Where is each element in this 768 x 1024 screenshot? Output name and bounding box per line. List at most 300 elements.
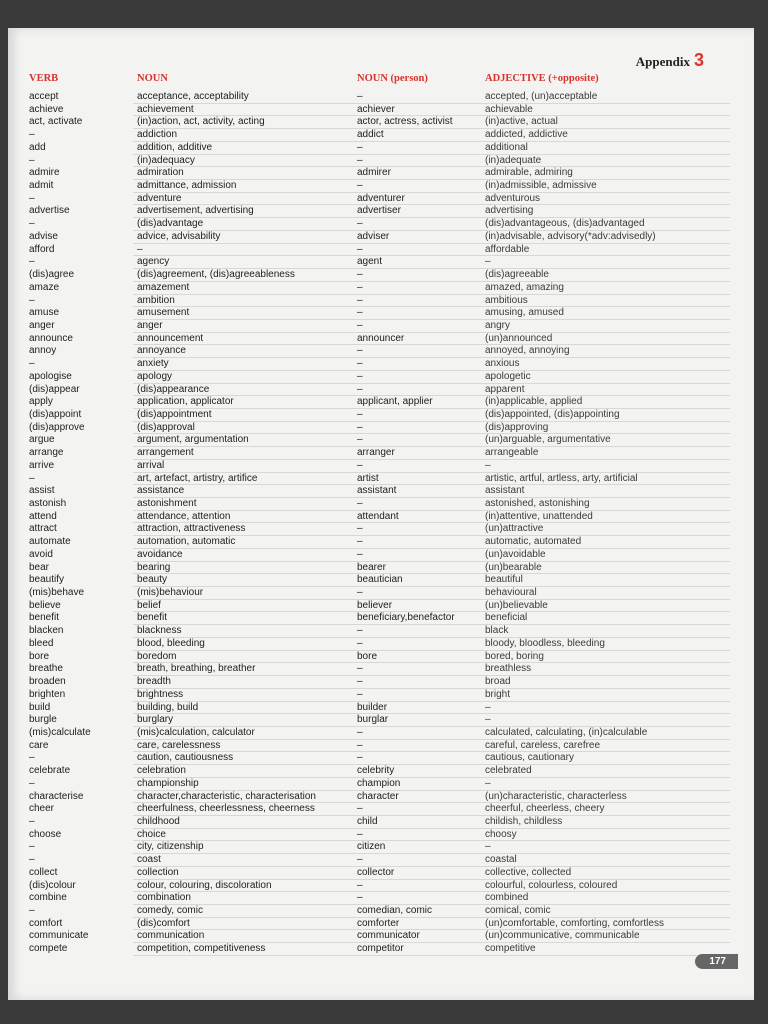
table-row xyxy=(8,371,754,384)
verb-cell: attend xyxy=(29,510,57,522)
adjective-cell: anxious xyxy=(485,358,520,370)
adjective-cell: angry xyxy=(485,319,511,331)
adjective-cell: advertising xyxy=(485,205,534,217)
table-row xyxy=(8,880,754,893)
noun-person-cell: – xyxy=(357,854,363,866)
noun-person-cell: announcer xyxy=(357,332,405,344)
verb-cell: brighten xyxy=(29,688,66,700)
verb-cell: (mis)behave xyxy=(29,587,85,599)
table-row xyxy=(8,867,754,880)
adjective-cell: – xyxy=(485,841,491,853)
adjective-cell: broad xyxy=(485,676,511,688)
adjective-cell: accepted, (un)acceptable xyxy=(485,91,598,102)
verb-cell: cheer xyxy=(29,803,55,815)
noun-person-cell: – xyxy=(357,243,363,255)
noun-person-cell: applicant, applier xyxy=(357,396,433,408)
verb-cell: (dis)agree xyxy=(29,269,75,281)
adjective-cell: – xyxy=(485,459,491,471)
adjective-cell: ambitious xyxy=(485,294,528,306)
noun-cell: communication xyxy=(137,930,205,942)
noun-cell: benefit xyxy=(137,612,168,624)
adjective-cell: coastal xyxy=(485,854,517,866)
noun-cell: annoyance xyxy=(137,345,186,357)
adjective-cell: childish, childless xyxy=(485,815,563,827)
noun-cell: addition, additive xyxy=(137,141,213,153)
verb-cell: (dis)appoint xyxy=(29,408,82,420)
noun-person-cell: – xyxy=(357,676,363,688)
column-headers xyxy=(8,73,754,87)
verb-cell: argue xyxy=(29,434,55,446)
verb-cell: – xyxy=(29,777,35,789)
table-row xyxy=(8,167,754,180)
verb-cell: admit xyxy=(29,180,54,192)
noun-person-cell: – xyxy=(357,141,363,153)
table-row xyxy=(8,218,754,231)
noun-person-cell: – xyxy=(357,383,363,395)
table-row xyxy=(8,129,754,142)
table-row xyxy=(8,473,754,486)
noun-cell: art, artefact, artistry, artifice xyxy=(137,472,258,484)
noun-cell: blood, bleeding xyxy=(137,637,205,649)
noun-cell: (in)adequacy xyxy=(137,154,195,166)
noun-cell: cheerfulness, cheerlessness, cheerness xyxy=(137,803,315,815)
noun-cell: attendance, attention xyxy=(137,510,231,522)
table-row xyxy=(8,727,754,740)
noun-cell: (dis)agreement, (dis)agreeableness xyxy=(137,269,295,281)
noun-cell: care, carelessness xyxy=(137,739,221,751)
adjective-cell: careful, careless, carefree xyxy=(485,739,601,751)
adjective-cell: automatic, automated xyxy=(485,536,582,548)
table-row xyxy=(8,180,754,193)
adjective-cell: (in)active, actual xyxy=(485,116,558,128)
adjective-cell: (un)comfortable, comforting, comfortless xyxy=(485,917,664,929)
noun-cell: belief xyxy=(137,599,161,611)
table-row xyxy=(8,269,754,282)
table-row xyxy=(8,574,754,587)
verb-cell: build xyxy=(29,701,51,713)
verb-cell: – xyxy=(29,358,35,370)
verb-cell: accept xyxy=(29,91,59,102)
noun-cell: (dis)appearance xyxy=(137,383,210,395)
adjective-cell: calculated, calculating, (in)calculable xyxy=(485,726,648,738)
verb-cell: advertise xyxy=(29,205,70,217)
table-row xyxy=(8,702,754,715)
noun-cell: automation, automatic xyxy=(137,536,236,548)
noun-person-cell: champion xyxy=(357,777,401,789)
noun-person-cell: child xyxy=(357,815,378,827)
table-row xyxy=(8,612,754,625)
adjective-cell: celebrated xyxy=(485,765,532,777)
table-row xyxy=(8,485,754,498)
noun-person-cell: – xyxy=(357,739,363,751)
noun-cell: announcement xyxy=(137,332,204,344)
appendix-title: Appendix xyxy=(635,54,690,69)
adjective-cell: – xyxy=(485,777,491,789)
verb-cell: apply xyxy=(29,396,53,408)
table-row xyxy=(8,307,754,320)
noun-person-cell: – xyxy=(357,803,363,815)
noun-person-cell: – xyxy=(357,154,363,166)
noun-cell: coast xyxy=(137,854,161,866)
table-row xyxy=(8,943,754,956)
noun-cell: achievement xyxy=(137,103,194,115)
verb-cell: – xyxy=(29,154,35,166)
noun-cell: attraction, attractiveness xyxy=(137,523,246,535)
noun-person-cell: – xyxy=(357,752,363,764)
noun-cell: combination xyxy=(137,892,191,904)
table-row xyxy=(8,511,754,524)
verb-cell: amuse xyxy=(29,307,60,319)
table-row xyxy=(8,841,754,854)
verb-cell: bore xyxy=(29,650,50,662)
noun-cell: boredom xyxy=(137,650,177,662)
adjective-cell: black xyxy=(485,625,509,637)
table-row xyxy=(8,549,754,562)
verb-cell: characterise xyxy=(29,790,84,802)
noun-cell: championship xyxy=(137,777,199,789)
adjective-cell: amazed, amazing xyxy=(485,281,564,293)
table-row xyxy=(8,345,754,358)
verb-cell: (mis)calculate xyxy=(29,726,91,738)
noun-cell: bearing xyxy=(137,561,171,573)
noun-person-cell: – xyxy=(357,307,363,319)
adjective-cell: (dis)appointed, (dis)appointing xyxy=(485,408,620,420)
noun-person-cell: comforter xyxy=(357,917,400,929)
noun-cell: arrival xyxy=(137,459,165,471)
verb-cell: advise xyxy=(29,230,58,242)
verb-cell: – xyxy=(29,854,35,866)
table-row xyxy=(8,625,754,638)
verb-cell: – xyxy=(29,472,35,484)
noun-person-cell: – xyxy=(357,726,363,738)
table-row xyxy=(8,295,754,308)
verb-cell: burgle xyxy=(29,714,57,726)
noun-cell: avoidance xyxy=(137,548,183,560)
noun-person-column-header: NOUN (person) xyxy=(357,73,428,84)
adjective-cell: collective, collected xyxy=(485,866,572,878)
noun-person-cell: – xyxy=(357,319,363,331)
noun-person-cell: beneficiary,benefactor xyxy=(357,612,455,624)
noun-cell: argument, argumentation xyxy=(137,434,249,446)
noun-cell: choice xyxy=(137,828,166,840)
adjective-cell: achievable xyxy=(485,103,533,115)
noun-cell: competition, competitiveness xyxy=(137,943,266,955)
noun-person-cell: – xyxy=(357,281,363,293)
adjective-cell: bright xyxy=(485,688,511,700)
noun-cell: character,characteristic, characterisation xyxy=(137,790,316,802)
noun-cell: celebration xyxy=(137,765,186,777)
verb-cell: achieve xyxy=(29,103,64,115)
verb-cell: – xyxy=(29,218,35,230)
verb-cell: – xyxy=(29,192,35,204)
table-row xyxy=(8,536,754,549)
table-row xyxy=(8,663,754,676)
noun-cell: childhood xyxy=(137,815,180,827)
table-row xyxy=(8,91,754,104)
table-row xyxy=(8,803,754,816)
noun-cell: agency xyxy=(137,256,170,268)
table-row xyxy=(8,816,754,829)
noun-cell: collection xyxy=(137,866,179,878)
table-row xyxy=(8,244,754,257)
table-row xyxy=(8,282,754,295)
table-row xyxy=(8,740,754,753)
adjective-cell: (un)bearable xyxy=(485,561,542,573)
noun-person-cell: communicator xyxy=(357,930,420,942)
verb-cell: benefit xyxy=(29,612,60,624)
noun-cell: breath, breathing, breather xyxy=(137,663,256,675)
adjective-cell: breathless xyxy=(485,663,532,675)
adjective-cell: – xyxy=(485,701,491,713)
verb-cell: breathe xyxy=(29,663,63,675)
adjective-cell: (in)adequate xyxy=(485,154,542,166)
noun-cell: assistance xyxy=(137,485,185,497)
adjective-cell: astonished, astonishing xyxy=(485,498,590,509)
verb-cell: broaden xyxy=(29,676,66,688)
table-row xyxy=(8,714,754,727)
table-row xyxy=(8,778,754,791)
noun-person-cell: – xyxy=(357,879,363,891)
noun-cell: acceptance, acceptability xyxy=(137,91,249,102)
adjective-cell: (un)characteristic, characterless xyxy=(485,790,627,802)
table-row xyxy=(8,205,754,218)
adjective-cell: competitive xyxy=(485,943,536,955)
verb-cell: – xyxy=(29,841,35,853)
table-row xyxy=(8,829,754,842)
adjective-cell: apologetic xyxy=(485,370,531,382)
adjective-cell: (dis)agreeable xyxy=(485,269,549,281)
noun-person-cell: bearer xyxy=(357,561,386,573)
noun-cell: (mis)behaviour xyxy=(137,587,204,599)
noun-cell: advertisement, advertising xyxy=(137,205,254,217)
table-row xyxy=(8,651,754,664)
noun-cell: comedy, comic xyxy=(137,905,203,916)
verb-cell: apologise xyxy=(29,370,72,382)
verb-cell: amaze xyxy=(29,281,60,293)
table-row xyxy=(8,752,754,765)
adjective-cell: (un)announced xyxy=(485,332,553,344)
noun-person-cell: – xyxy=(357,663,363,675)
noun-person-cell: – xyxy=(357,269,363,281)
table-row xyxy=(8,320,754,333)
table-row xyxy=(8,358,754,371)
verb-cell: collect xyxy=(29,866,58,878)
table-row xyxy=(8,765,754,778)
adjective-cell: colourful, colourless, coloured xyxy=(485,879,618,891)
noun-cell: adventure xyxy=(137,192,182,204)
adjective-cell: beneficial xyxy=(485,612,528,624)
verb-cell: – xyxy=(29,752,35,764)
adjective-cell: behavioural xyxy=(485,587,537,599)
adjective-cell: artistic, artful, artless, arty, artificial xyxy=(485,472,638,484)
noun-person-cell: – xyxy=(357,358,363,370)
table-row xyxy=(8,791,754,804)
adjective-cell: admirable, admiring xyxy=(485,167,573,179)
noun-person-cell: adventurer xyxy=(357,192,405,204)
noun-person-cell: – xyxy=(357,587,363,599)
verb-cell: assist xyxy=(29,485,55,497)
noun-cell: – xyxy=(137,243,143,255)
noun-cell: colour, colouring, discoloration xyxy=(137,879,272,891)
noun-person-cell: artist xyxy=(357,472,379,484)
noun-person-cell: citizen xyxy=(357,841,386,853)
table-row xyxy=(8,447,754,460)
noun-cell: amazement xyxy=(137,281,190,293)
noun-cell: (dis)advantage xyxy=(137,218,204,230)
adjective-cell: additional xyxy=(485,141,528,153)
noun-person-cell: – xyxy=(357,370,363,382)
word-table xyxy=(8,91,754,956)
noun-person-cell: adviser xyxy=(357,230,390,242)
verb-cell: – xyxy=(29,129,35,141)
table-row xyxy=(8,193,754,206)
noun-person-cell: – xyxy=(357,828,363,840)
noun-cell: addiction xyxy=(137,129,178,141)
table-row xyxy=(8,905,754,918)
noun-person-cell: achiever xyxy=(357,103,395,115)
table-row xyxy=(8,396,754,409)
noun-person-cell: – xyxy=(357,421,363,433)
adjective-cell: combined xyxy=(485,892,529,904)
noun-person-cell: competitor xyxy=(357,943,404,955)
verb-cell: communicate xyxy=(29,930,89,942)
noun-person-cell: arranger xyxy=(357,447,395,459)
noun-cell: amusement xyxy=(137,307,190,319)
adjective-cell: (un)believable xyxy=(485,599,548,611)
verb-cell: afford xyxy=(29,243,55,255)
noun-person-cell: collector xyxy=(357,866,395,878)
noun-cell: blackness xyxy=(137,625,182,637)
table-row xyxy=(8,231,754,244)
verb-cell: care xyxy=(29,739,49,751)
verb-cell: avoid xyxy=(29,548,53,560)
table-row xyxy=(8,434,754,447)
noun-cell: astonishment xyxy=(137,498,197,509)
table-row xyxy=(8,256,754,269)
verb-cell: add xyxy=(29,141,46,153)
adjective-cell: amusing, amused xyxy=(485,307,564,319)
verb-cell: annoy xyxy=(29,345,57,357)
adjective-cell: – xyxy=(485,714,491,726)
table-row xyxy=(8,155,754,168)
noun-person-cell: – xyxy=(357,892,363,904)
noun-person-cell: – xyxy=(357,459,363,471)
verb-cell: celebrate xyxy=(29,765,71,777)
noun-cell: apology xyxy=(137,370,173,382)
noun-cell: admiration xyxy=(137,167,184,179)
appendix-number: 3 xyxy=(693,50,704,70)
table-row xyxy=(8,460,754,473)
noun-person-cell: attendant xyxy=(357,510,399,522)
adjective-cell: beautiful xyxy=(485,574,523,586)
table-row xyxy=(8,104,754,117)
page-number: 177 xyxy=(695,954,738,969)
book-page xyxy=(8,28,754,1000)
verb-cell: act, activate xyxy=(29,116,83,128)
verb-cell: astonish xyxy=(29,498,67,509)
noun-cell: (mis)calculation, calculator xyxy=(137,726,255,738)
noun-person-cell: – xyxy=(357,180,363,192)
verb-cell: automate xyxy=(29,536,71,548)
appendix-header xyxy=(636,50,704,71)
noun-person-cell: admirer xyxy=(357,167,391,179)
noun-cell: burglary xyxy=(137,714,174,726)
noun-person-cell: – xyxy=(357,91,363,102)
noun-cell: advice, advisability xyxy=(137,230,221,242)
adjective-column-header: ADJECTIVE (+opposite) xyxy=(485,73,599,84)
noun-cell: breadth xyxy=(137,676,171,688)
verb-cell: compete xyxy=(29,943,68,955)
table-row xyxy=(8,498,754,511)
adjective-cell: affordable xyxy=(485,243,530,255)
verb-cell: blacken xyxy=(29,625,64,637)
adjective-cell: (dis)advantageous, (dis)advantaged xyxy=(485,218,645,230)
verb-cell: arrange xyxy=(29,447,64,459)
noun-person-cell: – xyxy=(357,434,363,446)
table-row xyxy=(8,422,754,435)
noun-person-cell: burglar xyxy=(357,714,389,726)
table-row xyxy=(8,116,754,129)
noun-person-cell: – xyxy=(357,637,363,649)
adjective-cell: (un)communicative, communicable xyxy=(485,930,640,942)
verb-cell: – xyxy=(29,905,35,916)
noun-person-cell: builder xyxy=(357,701,388,713)
noun-person-cell: character xyxy=(357,790,399,802)
adjective-cell: (in)admissible, admissive xyxy=(485,180,597,192)
verb-cell: (dis)approve xyxy=(29,421,85,433)
verb-cell: bleed xyxy=(29,637,54,649)
noun-person-cell: – xyxy=(357,536,363,548)
table-row xyxy=(8,523,754,536)
verb-cell: (dis)colour xyxy=(29,879,76,891)
noun-person-cell: – xyxy=(357,218,363,230)
adjective-cell: cheerful, cheerless, cheery xyxy=(485,803,605,815)
verb-cell: – xyxy=(29,815,35,827)
noun-cell: ambition xyxy=(137,294,175,306)
adjective-cell: arrangeable xyxy=(485,447,539,459)
noun-person-cell: – xyxy=(357,345,363,357)
noun-cell: caution, cautiousness xyxy=(137,752,234,764)
noun-person-cell: addict xyxy=(357,129,384,141)
noun-cell: building, build xyxy=(137,701,199,713)
table-row xyxy=(8,638,754,651)
noun-column-header: NOUN xyxy=(137,73,168,84)
table-row xyxy=(8,562,754,575)
noun-cell: (dis)comfort xyxy=(137,917,190,929)
adjective-cell: annoyed, annoying xyxy=(485,345,570,357)
table-row xyxy=(8,689,754,702)
verb-cell: – xyxy=(29,256,35,268)
noun-person-cell: celebrity xyxy=(357,765,395,777)
verb-cell: attract xyxy=(29,523,57,535)
table-row xyxy=(8,600,754,613)
adjective-cell: (un)arguable, argumentative xyxy=(485,434,611,446)
verb-cell: believe xyxy=(29,599,61,611)
noun-cell: arrangement xyxy=(137,447,194,459)
verb-cell: admire xyxy=(29,167,60,179)
adjective-cell: (in)advisable, advisory(*adv:advisedly) xyxy=(485,230,656,242)
table-row xyxy=(8,142,754,155)
verb-cell: – xyxy=(29,294,35,306)
adjective-cell: adventurous xyxy=(485,192,541,204)
verb-column-header: VERB xyxy=(29,73,59,84)
adjective-cell: addicted, addictive xyxy=(485,129,568,141)
table-row xyxy=(8,333,754,346)
adjective-cell: (in)applicable, applied xyxy=(485,396,583,408)
noun-person-cell: assistant xyxy=(357,485,397,497)
verb-cell: bear xyxy=(29,561,50,573)
noun-person-cell: – xyxy=(357,625,363,637)
